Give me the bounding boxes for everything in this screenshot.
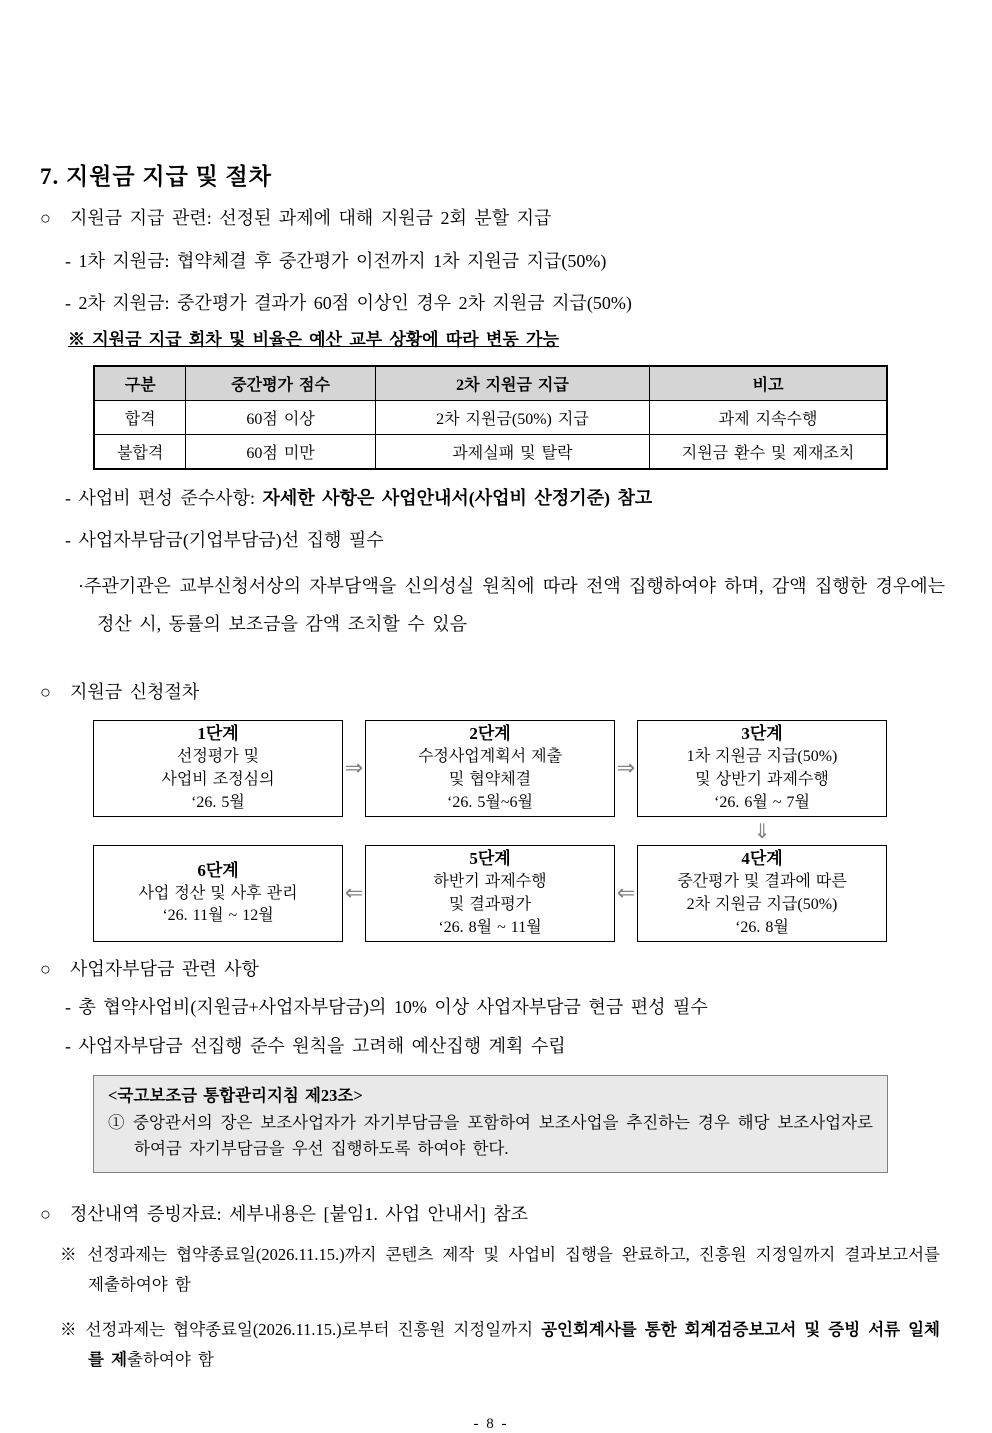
settlement-note-audit-suffix: 출하여야 함: [127, 1350, 214, 1370]
settlement-note-audit-prefix: ※ 선정과제는 협약종료일(2026.11.15.)로부터 진흥원 지정일까지: [60, 1319, 542, 1339]
guideline-box: [93, 1075, 888, 1173]
self-funding-detail: ·주관기관은 교부신청서상의 자부담액을 신의성실 원칙에 따라 전액 집행하여야 하며, 감액 집행한 경우에는 정산 시, 동률의 보조금을 감액 조치할 수 있음: [78, 575, 945, 634]
procedure-heading-line: [40, 681, 942, 704]
flow-step2-line3: ‘26. 5월~6월: [447, 793, 533, 811]
flow-step5-line2: 및 결과평가: [448, 896, 532, 914]
settlement-heading: 정산내역 증빙자료: 세부내용은 [붙임1. 사업 안내서] 참조: [70, 1204, 529, 1225]
flow-step1-line2: 사업비 조정심의: [161, 771, 275, 789]
flow-step1-line3: ‘26. 5월: [191, 793, 245, 811]
reference-mark-icon: ※: [68, 329, 93, 349]
flow-step2-line1: 수정사업계획서 제출: [417, 748, 563, 766]
settlement-note-report: ※ 선정과제는 협약종료일(2026.11.15.)까지 콘텐츠 제작 및 사업비 집행을 완료하고, 진흥원 지정일까지 결과보고서를 제출하여야 함: [60, 1244, 940, 1295]
cell-pass: 합격: [94, 400, 186, 434]
guideline-box-body: ① 중앙관서의 장은 보조사업자가 자기부담금을 포함하여 보조사업을 추진하는 경우 해당 보조사업자로 하여금 자기부담금을 우선 집행하도록 하여야 한다.: [108, 1112, 873, 1159]
arrow-left-icon: ⇐: [344, 880, 364, 906]
flow-step4-title: 4단계: [741, 849, 783, 869]
col-header-second-grant: 2차 지원금 지급: [375, 366, 649, 401]
procedure-flowchart: [93, 720, 887, 942]
col-header-remark: 비고: [650, 366, 887, 401]
flow-step6-title: 6단계: [197, 860, 239, 880]
page-title: 7. 지원금 지급 및 절차: [40, 164, 272, 189]
flow-step5-line3: ‘26. 8월 ~ 11월: [438, 918, 542, 936]
flow-step3-line1: 1차 지원금 지급(50%): [686, 748, 838, 766]
table-row: [94, 434, 887, 469]
self-funding-line: - 사업자부담금(기업부담금)선 집행 필수: [65, 530, 384, 551]
flow-box-step4: [637, 845, 887, 942]
table-row: [94, 400, 887, 434]
col-header-score: 중간평가 점수: [186, 366, 376, 401]
cell-pass-score: 60점 이상: [186, 400, 376, 434]
arrow-right-icon: ⇒: [344, 755, 364, 781]
cell-fail: 불합격: [94, 434, 186, 469]
flow-step3-title: 3단계: [741, 724, 783, 744]
circle-bullet-icon: ○: [40, 958, 51, 979]
arrow-left-icon: ⇐: [616, 880, 636, 906]
midterm-evaluation-table: [93, 365, 888, 470]
col-header-category: 구분: [94, 366, 186, 401]
flow-step3-line3: ‘26. 6월 ~ 7월: [714, 793, 810, 811]
payment-heading: 지원금 지급 관련: 선정된 과제에 대해 지원금 2회 분할 지급: [70, 208, 552, 228]
settlement-heading-line: [40, 1203, 942, 1226]
flow-box-step3: [637, 720, 887, 817]
flow-box-step6: [93, 845, 343, 942]
flow-step5-title: 5단계: [469, 849, 511, 869]
cell-fail-score: 60점 미만: [186, 434, 376, 469]
budget-rule-bold: 자세한 사항은 사업안내서(사업비 산정기준) 참고: [262, 487, 653, 508]
flow-step1-title: 1단계: [197, 724, 239, 744]
payment-item-first-grant: - 1차 지원금: 협약체결 후 중간평가 이전까지 1차 지원금 지급(50%): [65, 250, 607, 271]
payment-item-second-grant: - 2차 지원금: 중간평가 결과가 60점 이상인 경우 2차 지원금 지급(50%): [65, 293, 632, 313]
contribution-item-plan: - 사업자부담금 선집행 준수 원칙을 고려해 예산집행 계획 수립: [65, 1035, 566, 1056]
contribution-heading: 사업자부담금 관련 사항: [70, 958, 259, 979]
budget-rule-line: [65, 487, 942, 510]
cell-fail-remark: 지원금 환수 및 제재조치: [650, 434, 887, 469]
guideline-box-title: <국고보조금 통합관리지침 제23조>: [108, 1086, 363, 1106]
flow-step1-line1: 선정평가 및: [176, 748, 260, 766]
circle-bullet-icon: ○: [40, 682, 51, 703]
page-number: - 8 -: [473, 1415, 509, 1432]
flow-box-step1: [93, 720, 343, 817]
arrow-right-icon: ⇒: [616, 755, 636, 781]
settlement-note-audit: [60, 1315, 940, 1376]
flow-step4-line3: ‘26. 8월: [735, 918, 789, 936]
payment-change-note-text: 지원금 지급 회차 및 비율은 예산 교부 상황에 따라 변동 가능: [92, 329, 559, 349]
circle-bullet-icon: ○: [40, 208, 51, 228]
cell-fail-grant: 과제실패 및 탈락: [375, 434, 649, 469]
contribution-item-cash: - 총 협약사업비(지원금+사업자부담금)의 10% 이상 사업자부담금 현금 편성 필수: [65, 997, 708, 1018]
settlement-note-audit-bold: 공인회계사를 통한 회계검증보고서 및 증빙 서류 일체를 제: [88, 1319, 940, 1370]
flow-step2-line2: 및 협약체결: [448, 771, 532, 789]
table-header-row: [94, 366, 887, 401]
payment-change-note: [68, 329, 942, 350]
flow-step6-line2: ‘26. 11월 ~ 12월: [162, 907, 274, 925]
flow-step2-title: 2단계: [469, 724, 511, 744]
flow-step5-line1: 하반기 과제수행: [433, 873, 547, 891]
arrow-down-icon: ⇓: [753, 818, 771, 843]
flow-step6-line1: 사업 정산 및 사후 관리: [138, 884, 298, 902]
cell-pass-remark: 과제 지속수행: [650, 400, 887, 434]
flow-step4-line2: 2차 지원금 지급(50%): [686, 896, 838, 914]
procedure-heading: 지원금 신청절차: [70, 682, 200, 703]
circle-bullet-icon: ○: [40, 1204, 51, 1225]
flow-box-step5: [365, 845, 615, 942]
contribution-heading-line: [40, 958, 942, 981]
budget-rule-prefix: - 사업비 편성 준수사항:: [65, 487, 263, 508]
flow-step3-line2: 및 상반기 과제수행: [695, 771, 829, 789]
cell-pass-grant: 2차 지원금(50%) 지급: [375, 400, 649, 434]
payment-heading-line: [40, 207, 942, 230]
flow-step4-line1: 중간평가 및 결과에 따른: [677, 873, 847, 891]
flow-box-step2: [365, 720, 615, 817]
